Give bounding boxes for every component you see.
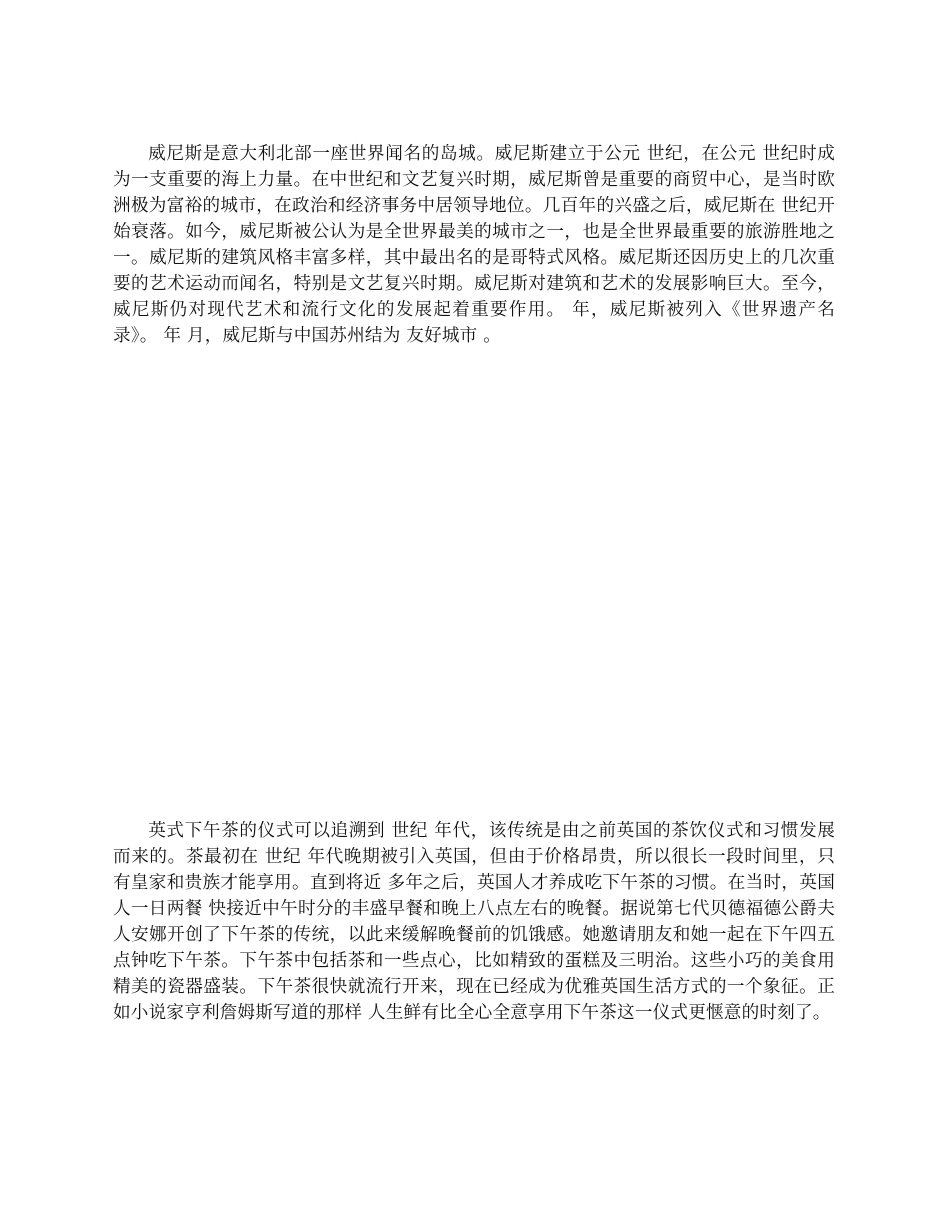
paragraph-afternoon-tea: 英式下午茶的仪式可以追溯到 世纪 年代，该传统是由之前英国的茶饮仪式和习惯发展而来的。茶最初在 世纪 年代晚期被引入英国，但由于价格昂贵，所以很长一段时间里，只有皇家和贵族才能享用。直到将近 多年之后，英国人才养成吃下午茶的习惯。在当时，英国人一日两餐 快接近中午时分的丰盛早餐和晚上八点左右的晚餐。据说第七代贝德福德公爵夫人安娜开创了下午茶的传统，以此来缓解晚餐前的饥饿感。她邀请朋友和她一起在下午四五点钟吃下午茶。下午茶中包括茶和一些点心，比如精致的蛋糕及三明治。这些小巧的美食用精美的瓷器盛装。下午茶很快就流行开来，现在已经成为优雅英国生活方式的一个象征。正如小说家亨利詹姆斯写道的那样 人生鲜有比全心全意享用下午茶这一仪式更惬意的时刻了。	[113, 821, 835, 1023]
paragraph-venice: 威尼斯是意大利北部一座世界闻名的岛城。威尼斯建立于公元 世纪，在公元 世纪时成为一支重要的海上力量。在中世纪和文艺复兴时期，威尼斯曾是重要的商贸中心，是当时欧洲极为富裕的城市，在政治和经济事务中居领导地位。几百年的兴盛之后，威尼斯在 世纪开始衰落。如今，威尼斯被公认为是全世界最美的城市之一，也是全世界最重要的旅游胜地之一。威尼斯的建筑风格丰富多样，其中最出名的是哥特式风格。威尼斯还因历史上的几次重要的艺术运动而闻名，特别是文艺复兴时期。威尼斯对建筑和艺术的发展影响巨大。至今，威尼斯仍对现代艺术和流行文化的发展起着重要作用。 年，威尼斯被列入《世界遗产名录》。 年 月，威尼斯与中国苏州结为 友好城市 。	[113, 144, 835, 346]
